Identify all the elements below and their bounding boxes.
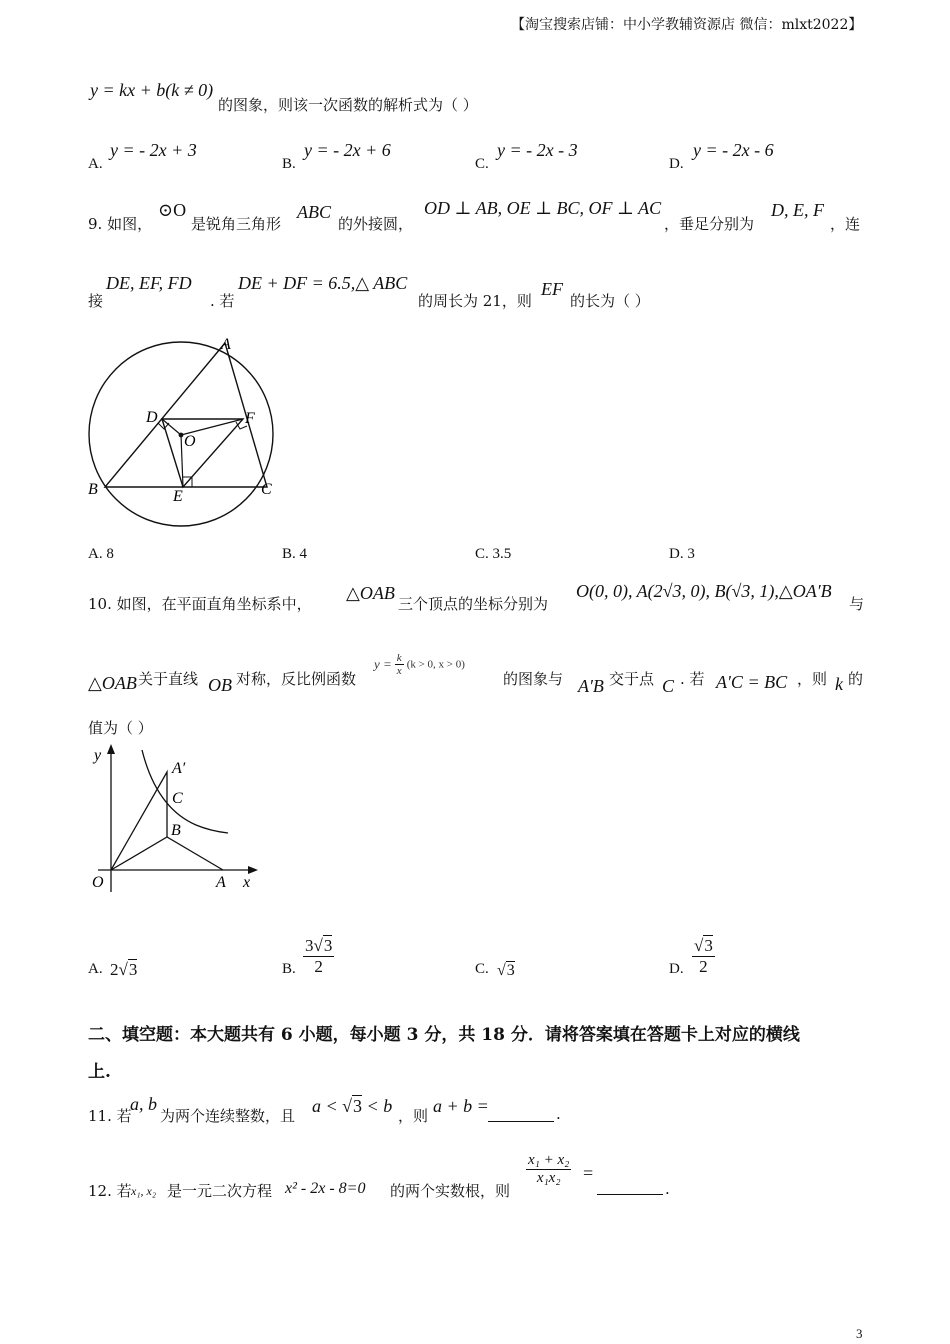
page-header: 【淘宝搜索店铺：中小学教辅资源店 微信：mlxt2022】 — [511, 17, 863, 33]
q9-option-d: D. 3 — [669, 546, 695, 562]
q10-number: 10. 如图，在平面直角坐标系中， — [88, 595, 312, 613]
q9-number: 9. 如图， — [88, 215, 153, 233]
label-d: D — [146, 409, 158, 426]
label-a: A — [216, 874, 226, 891]
q10-c: C — [662, 676, 675, 696]
q10-text-10: 值为（ ） — [88, 719, 153, 737]
label-e: E — [173, 488, 183, 505]
q9-text-6: . 若 — [210, 292, 235, 310]
q11-text-2: ，则 — [398, 1107, 429, 1125]
q10-option-b-label: B. — [282, 961, 296, 977]
q9-text-4: ，连 — [830, 215, 861, 233]
label-b: B — [88, 481, 98, 498]
triangle-abc — [105, 343, 267, 487]
q11-sum: a + b = — [433, 1096, 489, 1116]
q9-text-3: ，垂足分别为 — [664, 215, 755, 233]
label-c: C — [172, 790, 183, 807]
q12-text-1: 是一元二次方程 — [167, 1182, 273, 1200]
q11-inequality: a < √3 < b — [312, 1096, 393, 1116]
q10-option-d-label: D. — [669, 961, 684, 977]
q10-text-2: 与 — [849, 595, 865, 613]
q9-circle: ⊙O — [158, 200, 187, 220]
label-a-prime: A′ — [172, 760, 186, 777]
q10-triangle: △OAB — [346, 583, 395, 603]
q9-def: D, E, F — [771, 200, 824, 220]
q12-equals: = — [583, 1163, 594, 1183]
q8-text: 的图象，则该一次函数的解析式为（ ） — [218, 96, 478, 114]
page-number: 3 — [856, 1326, 863, 1341]
q11-text-1: 为两个连续整数，且 — [160, 1107, 296, 1125]
q10-option-a-label: A. — [88, 961, 103, 977]
q8-option-b: y = - 2x + 6 — [304, 140, 391, 160]
q9-option-a: A. 8 — [88, 546, 114, 562]
q10-text-8: ，则 — [797, 670, 828, 688]
q9-condition: DE + DF = 6.5,△ ABC — [238, 273, 408, 293]
q10-ob: OB — [208, 675, 232, 695]
q10-figure — [86, 742, 266, 902]
q10-option-a: 2√3 — [110, 960, 138, 979]
q10-option-c: √3 — [497, 962, 515, 979]
q8-option-d: y = - 2x - 6 — [693, 140, 774, 160]
q12-equation: x² - 2x - 8=0 — [285, 1180, 366, 1197]
q10-apb: A′B — [578, 676, 604, 696]
triangle-oab — [111, 837, 223, 870]
label-o: O — [92, 874, 104, 891]
section-2-heading: 二、填空题：本大题共有 6 小题，每小题 3 分，共 18 分．请将答案填在答题卡上对应的横线 — [88, 1025, 800, 1045]
q12-answer-blank[interactable] — [597, 1180, 663, 1195]
q9-ef: EF — [541, 279, 563, 299]
q9-segments: DE, EF, FD — [106, 273, 192, 293]
q10-text-9: 的 — [848, 670, 864, 688]
q10-text-6: 交于点 — [609, 670, 655, 688]
label-x: x — [243, 874, 251, 891]
triangle-oapb — [111, 772, 167, 870]
q12-end: . — [665, 1180, 670, 1198]
label-o: O — [184, 433, 196, 450]
q10-option-c-label: C. — [475, 961, 489, 977]
q10-k: k — [835, 674, 843, 694]
q10-triangle-2: △OAB — [88, 673, 137, 693]
q10-text-1: 三个顶点的坐标分别为 — [398, 595, 549, 613]
label-f: F — [245, 410, 255, 427]
q10-coords: O(0, 0), A(2√3, 0), B(√3, 1),△OA′B — [576, 581, 832, 601]
label-b: B — [171, 822, 181, 839]
q8-option-b-label: B. — [282, 156, 296, 172]
q10-option-b: $\frac{3√3}{2}$ — [305, 936, 333, 976]
x-axis-arrow — [248, 866, 258, 874]
q10-text-3: 关于直线 — [138, 670, 199, 688]
center-point — [179, 433, 184, 438]
q12-number: 12. 若 — [88, 1182, 132, 1200]
q9-text-5: 接 — [88, 292, 104, 310]
q8-option-c: y = - 2x - 3 — [497, 140, 578, 160]
q10-text-4: 对称，反比例函数 — [236, 670, 357, 688]
q10-function: y = $\frac{k}{x}$ (k > 0, x > 0) — [374, 652, 465, 677]
q10-text-7: . 若 — [680, 670, 705, 688]
q8-option-a: y = - 2x + 3 — [110, 140, 197, 160]
q10-option-d: $\frac{√3}{2}$ — [694, 936, 713, 976]
q11-number: 11. 若 — [88, 1107, 132, 1125]
label-y: y — [94, 747, 102, 764]
q8-option-c-label: C. — [475, 156, 489, 172]
q9-text-1: 是锐角三角形 — [191, 215, 282, 233]
q12-fraction: $\frac{\text{x₁ + x₂}}{\text{x₁x₂}}$ — [528, 1152, 570, 1186]
q9-text-2: 的外接圆， — [338, 215, 414, 233]
q11-answer-blank[interactable] — [488, 1107, 554, 1122]
q12-roots: x₁, x₂ — [131, 1184, 156, 1198]
q12-text-2: 的两个实数根，则 — [390, 1182, 511, 1200]
q8-option-d-label: D. — [669, 156, 684, 172]
q9-text-8: 的长为（ ） — [570, 292, 650, 310]
q9-perp: OD ⊥ AB, OE ⊥ BC, OF ⊥ AC — [424, 198, 662, 218]
q8-option-a-label: A. — [88, 156, 103, 172]
section-2-heading-cont: 上. — [88, 1062, 111, 1082]
q9-option-b: B. 4 — [282, 546, 308, 562]
q8-formula: y = kx + b(k ≠ 0) — [90, 80, 214, 100]
label-a: A — [221, 336, 231, 353]
label-c: C — [261, 481, 272, 498]
q11-ab: a, b — [130, 1094, 157, 1114]
q11-end: . — [556, 1105, 561, 1123]
q10-text-5: 的图象与 — [503, 670, 564, 688]
y-axis-arrow — [107, 744, 115, 754]
q10-equation: A′C = BC — [716, 672, 788, 692]
q9-abc: ABC — [297, 202, 331, 222]
q9-figure — [80, 330, 290, 540]
q9-option-c: C. 3.5 — [475, 546, 512, 562]
q9-text-7: 的周长为 21，则 — [418, 292, 532, 310]
